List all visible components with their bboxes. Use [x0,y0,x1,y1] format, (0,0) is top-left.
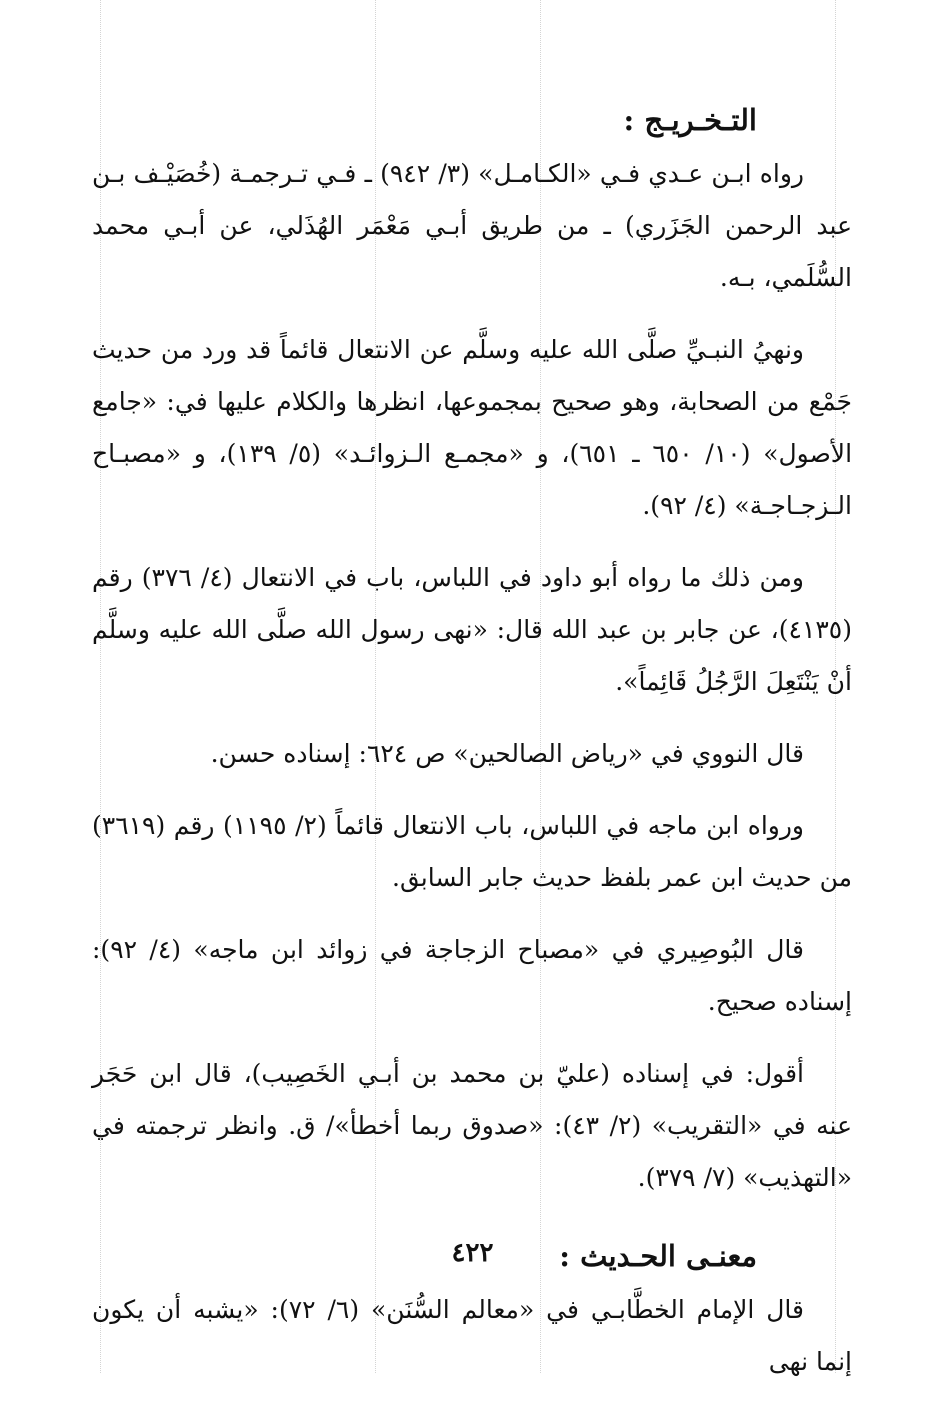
page-body [92,100,852,1408]
paragraph-abu-dawud: ومن ذلك ما رواه أبو داود في اللباس، باب في الانتعال (٤/ ٣٧٦) رقم (٤١٣٥)، عن جابر بن عبد الله قال: «نهى رسول الله صلَّى الله عليه وسلَّم أنْ يَنْتَعِلَ الرَّجُلُ قَائِماً». [92,563,852,696]
paragraph-prohibition: ونهيُ النبـيِّ صلَّى الله عليه وسلَّم عن الانتعال قائماً قد ورد من حديث جَمْع من الصحابة، وهو صحيح بمجموعها، انظرها والكلام عليها في: «جامع الأصول» (١٠/ ٦٥٠ ـ ٦٥١)، و «مجمـع الـزوائـد» (٥/ ١٣٩)، و «مصبـاح الـزجـاجـة» (٤/ ٩٢). [92,335,853,520]
page-number: ٤٢٢ [451,1238,494,1268]
maana-heading: معنـى الحـديث : [559,1239,757,1273]
paragraph-ibn-adi: رواه ابـن عـدي فـي «الكـامـل» (٣/ ٩٤٢) ـ فـي تـرجمـة (خُصَيْـف بـن عبد الرحمن الجَزَري) ـ من طريق أبـي مَعْمَر الهُذَلي، عن أبـي محمد السُّلَمي، بـه. [92,159,852,292]
paragraph-ibn-majah: ورواه ابن ماجه في اللباس، باب الانتعال قائماً (٢/ ١١٩٥) رقم (٣٦١٩) من حديث ابن عمر بلفظ حديث جابر السابق. [92,811,852,892]
takhrij-heading: التـخـريـج : [623,103,757,137]
paragraph-khattabi: قال الإمام الخطَّابـي في «معالم السُّنَن» (٦/ ٧٢): «يشبه أن يكون إنما نهى [92,1295,852,1376]
paragraph-aqool: أقول: في إسناده (عليّ بن محمد بن أبـي الخَصِيب)، قال ابن حَجَر عنه في «التقريب» (٢/ ٤٣): «صدوق ربما أخطأ»/ ق. وانظر ترجمته في «التهذيب» (٧/ ٣٧٩). [92,1059,853,1192]
paragraph-busiri: قال البُوصِيري في «مصباح الزجاجة في زوائد ابن ماجه» (٤/ ٩٢): إسناده صحيح. [92,935,852,1016]
paragraph-nawawi: قال النووي في «رياض الصالحين» ص ٦٢٤: إسناده حسن. [210,739,804,768]
